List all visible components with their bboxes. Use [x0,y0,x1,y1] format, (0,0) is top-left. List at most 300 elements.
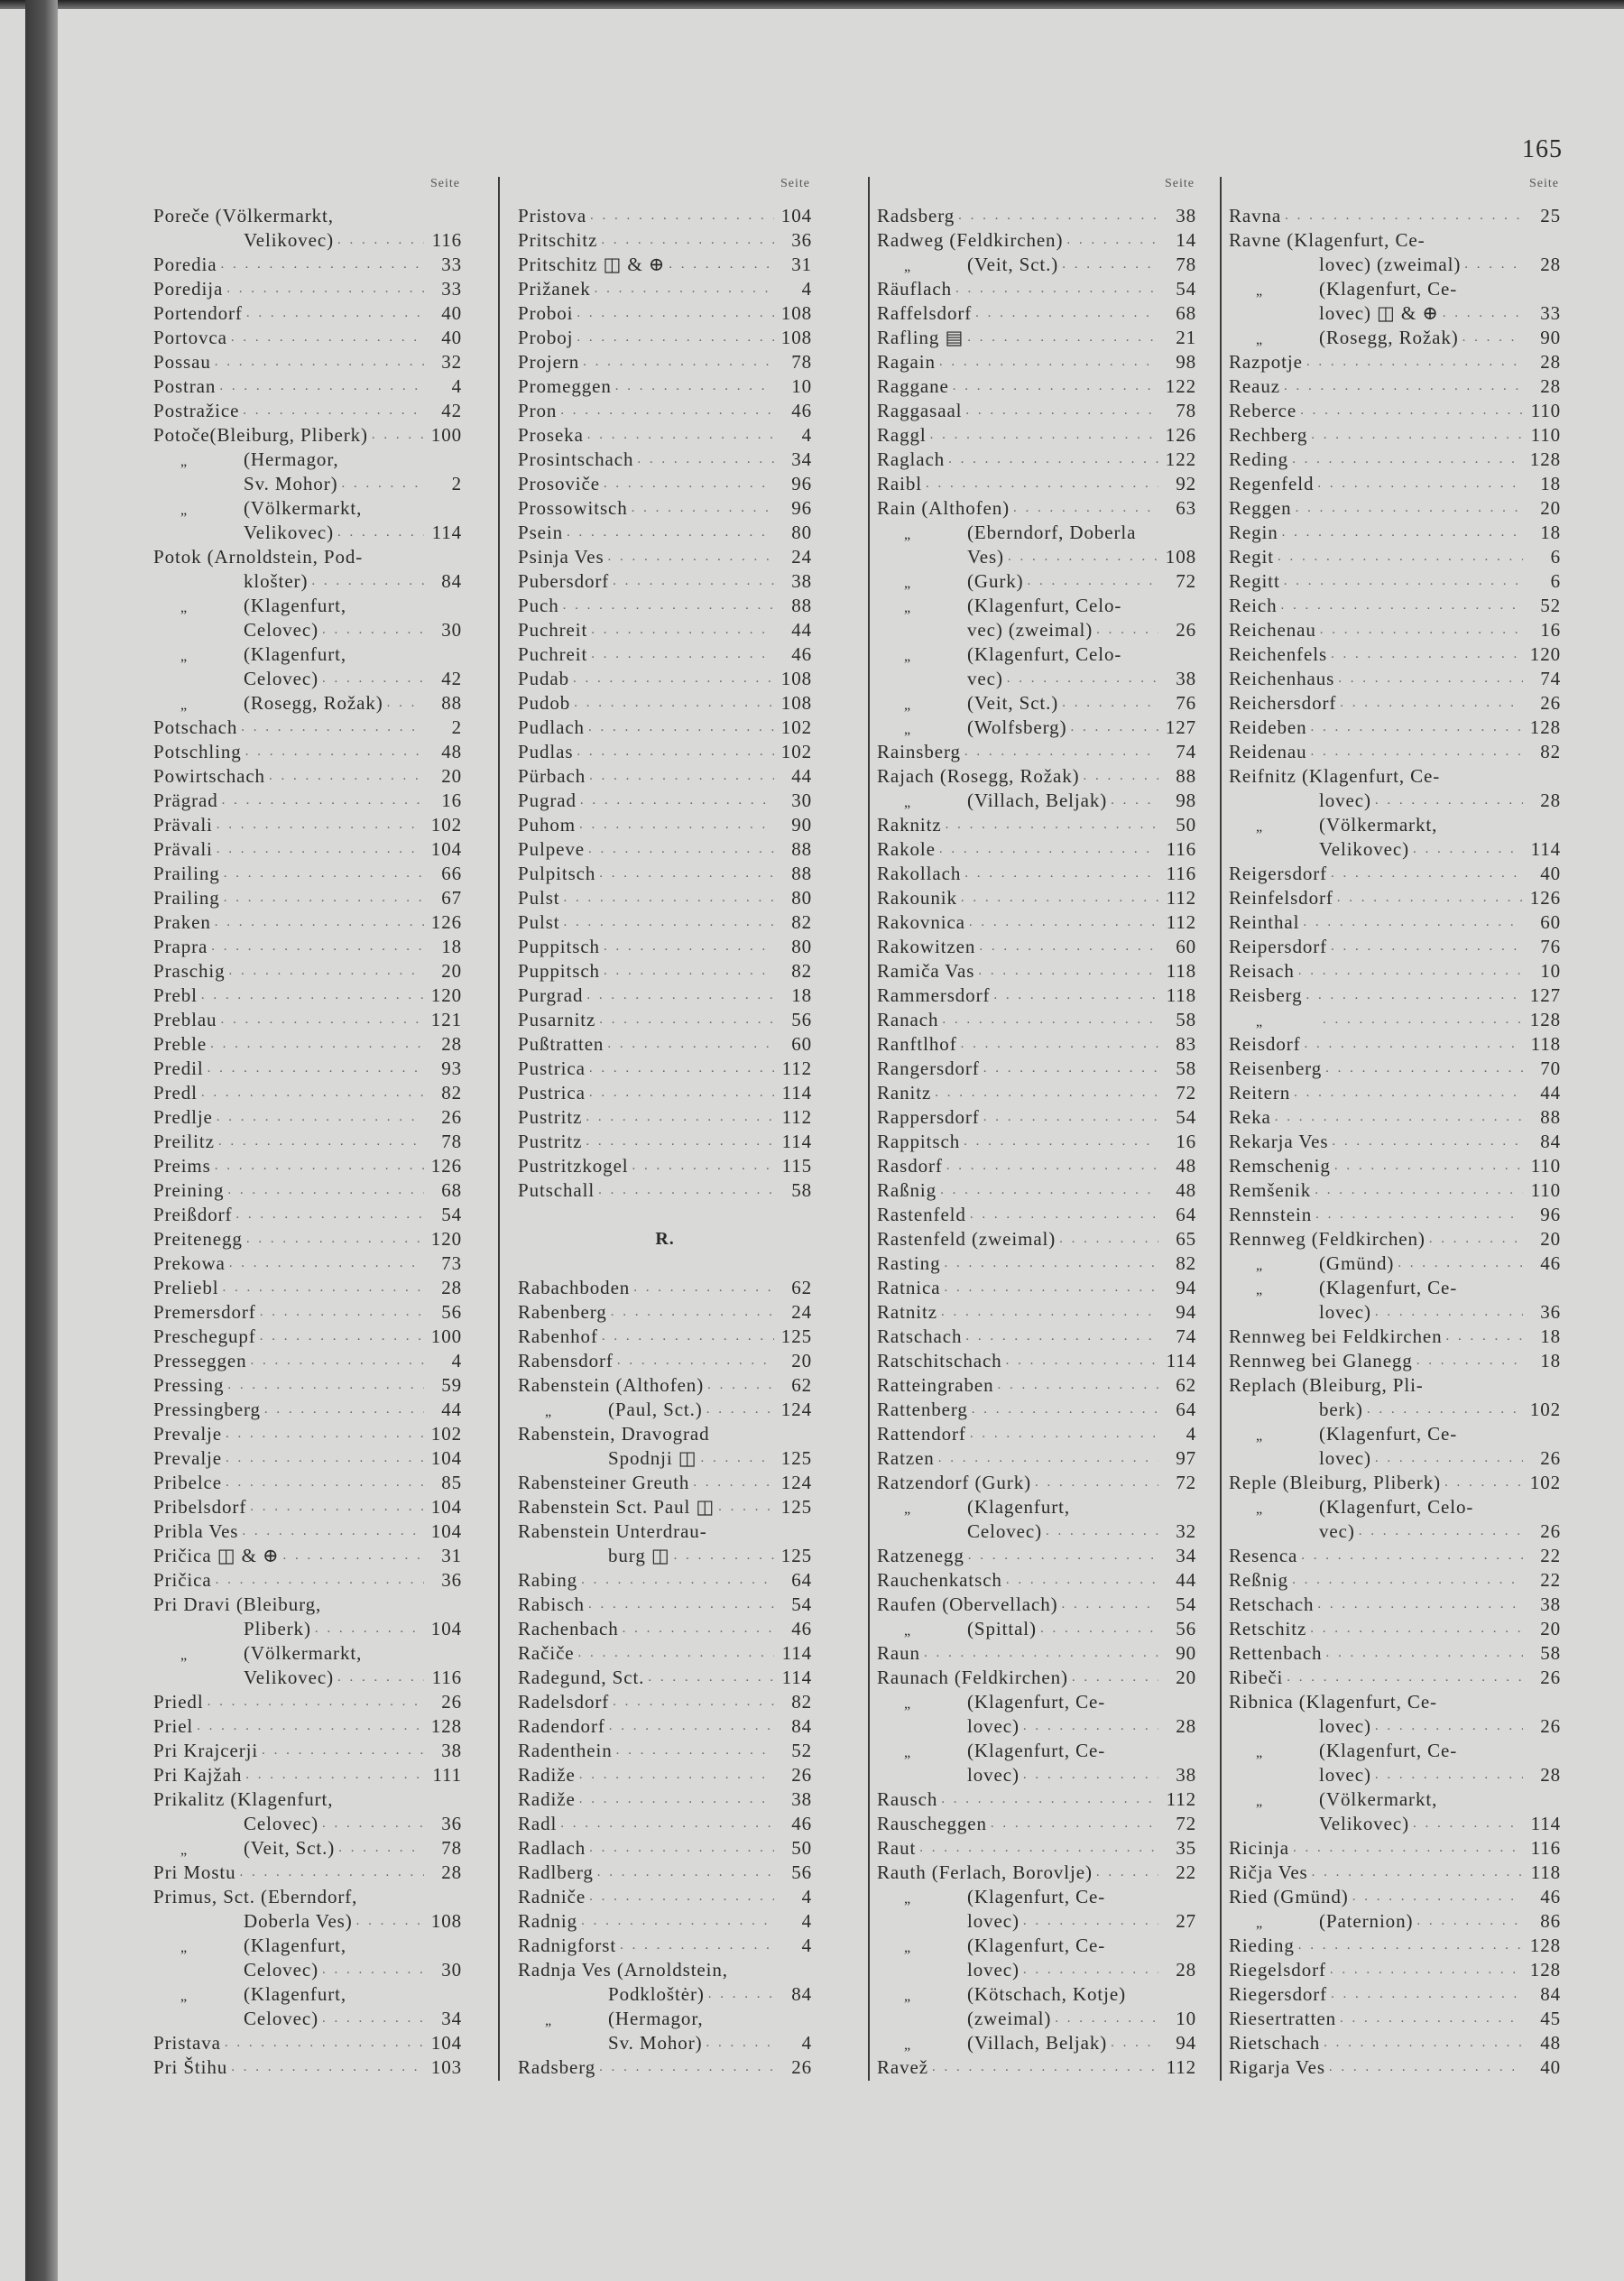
entry-text: Pustritz [518,1106,583,1128]
index-entry [877,253,1196,277]
entry-name [1229,1787,1437,1812]
dot-leader [208,935,424,959]
page-reference: 78 [791,351,812,373]
index-entry [877,886,1196,910]
page-reference: 74 [1176,1325,1196,1347]
page-reference: 26 [1540,1520,1561,1542]
dot-leader [318,1812,424,1836]
index-entry [1229,1349,1561,1373]
entry-name [518,716,585,740]
entry-text: (Spittal) [967,1618,1037,1639]
dot-leader [600,935,774,959]
entry-name [153,1593,321,1617]
entry-text: Celovec) [244,619,318,641]
entry-text: Rattendorf [877,1423,966,1445]
index-entry [153,326,462,350]
index-entry [518,1885,812,1909]
dot-leader [579,350,774,374]
entry-text: Prosintschach [518,448,634,470]
blank-row [518,1203,812,1227]
dot-leader [265,764,424,789]
page-reference: 46 [791,400,812,421]
page-reference: 20 [1540,497,1561,519]
dot-leader [1328,1130,1523,1154]
page-reference: 108 [780,692,812,714]
index-entry [877,228,1196,253]
entry-name [518,1714,605,1739]
entry-name [877,423,927,448]
index-entry [877,423,1196,448]
entry-name [518,350,579,374]
entry-text: Pugrad [518,790,577,811]
entry-name [1229,521,1278,545]
entry-name [1229,667,1334,691]
page-reference: 98 [1176,351,1196,373]
entry-text: Rabenstein (Althofen) [518,1374,705,1396]
entry-name [153,1349,246,1373]
entry-name [1229,837,1409,862]
ditto-mark: „ [180,600,189,615]
dot-leader [236,1861,424,1885]
entry-name [877,1787,937,1812]
entry-text: Radelsdorf [518,1691,610,1713]
entry-text: Ratzendorf (Gurk) [877,1472,1031,1493]
index-entry [153,1617,462,1641]
entry-name [153,1787,333,1812]
entry-name [518,594,559,618]
dot-leader [595,862,774,886]
entry-name [153,326,227,350]
entry-text: Pressingberg [153,1399,261,1420]
index-entry [877,399,1196,423]
entry-text: Pritschitz [518,229,598,251]
entry-text: Prižanek [518,278,591,300]
index-entry [518,789,812,813]
entry-text: Rammersdorf [877,984,991,1006]
entry-name [877,764,1080,789]
entry-text: Rajach (Rosegg, Rožak) [877,765,1080,787]
entry-name [518,984,583,1008]
index-entry [1229,1885,1561,1909]
dot-leader [1068,1666,1158,1690]
page-reference: 82 [791,1691,812,1713]
dot-leader [1288,448,1523,472]
dot-leader [1063,228,1158,253]
entry-text: (Klagenfurt, Ce- [967,1886,1106,1907]
entry-text: (Klagenfurt, Ce- [1319,1277,1458,1298]
page-reference: 31 [791,254,812,275]
index-entry [1229,1105,1561,1130]
index-entry [877,764,1196,789]
dot-leader [220,862,424,886]
dot-leader [1058,253,1158,277]
page-reference: 84 [1540,1131,1561,1152]
entry-name [877,1690,1105,1714]
entry-text: Pri Mostu [153,1861,236,1883]
page-reference: 2 [451,716,462,738]
index-entry [877,1471,1196,1495]
entry-text: Preblau [153,1009,217,1030]
entry-name [518,1934,616,1958]
index-entry [877,1861,1196,1885]
entry-text: Rastenfeld (zweimal) [877,1228,1057,1250]
entry-name [153,1178,224,1203]
entry-text: Regitt [1229,570,1280,592]
page-reference: 126 [1529,887,1561,909]
entry-text: lovec) [967,1959,1020,1981]
index-entry [1229,545,1561,569]
entry-text: Potok (Arnoldstein, Pod- [153,546,364,568]
index-entry [877,691,1196,716]
entry-name [518,813,576,837]
dot-leader [334,521,424,545]
entry-name [1229,2007,1336,2031]
index-entry [518,1373,812,1398]
page-reference: 44 [441,1399,462,1420]
page-reference: 104 [780,205,812,226]
ditto-mark: „ [904,1696,912,1712]
index-entry [153,1836,462,1861]
index-entry [877,350,1196,374]
page-reference: 60 [1540,911,1561,933]
dot-leader [1307,740,1523,764]
entry-text: Radsberg [518,2056,596,2078]
dot-leader [968,1398,1158,1422]
page-reference: 4 [801,278,812,300]
entry-text: Rabenstein, Dravograd [518,1423,710,1445]
index-entry [1229,1958,1561,1982]
page-reference: 121 [430,1009,462,1030]
index-entry [877,545,1196,569]
entry-name [518,740,573,764]
ditto-mark: „ [1256,1258,1264,1273]
entry-text: Ričja Ves [1229,1861,1308,1883]
page-reference: 14 [1176,229,1196,251]
page-reference: 102 [1529,1399,1561,1420]
page-reference: 102 [780,716,812,738]
dot-leader [587,618,774,642]
entry-text: burg ◫ [608,1545,670,1566]
dot-leader [224,1178,424,1203]
entry-text: (Völkermarkt, [244,1642,363,1664]
ditto-mark: „ [180,454,189,469]
dot-leader [1066,716,1158,740]
entry-name [153,1422,222,1446]
entry-text: Portendorf [153,302,243,324]
entry-text: Rastenfeld [877,1204,966,1225]
dot-leader [697,1446,774,1471]
index-entry [877,984,1196,1008]
entry-text: (Villach, Beljak) [967,2032,1108,2054]
entry-name [877,2007,1051,2031]
entry-text: Preißdorf [153,1204,233,1225]
dot-leader [582,1105,774,1130]
dot-leader [966,1203,1158,1227]
entry-text: Pürbach [518,765,586,787]
index-entry [1229,521,1561,545]
entry-name [1229,1446,1371,1471]
page-reference: 104 [430,838,462,860]
entry-text: Psinja Ves [518,546,604,568]
page-reference: 58 [791,1179,812,1201]
index-entry [153,1422,462,1446]
dot-leader [217,1008,424,1032]
entry-name [877,1398,968,1422]
entry-name [877,691,1058,716]
dot-leader [560,910,774,935]
ditto-mark: „ [545,2013,553,2028]
page-reference: 111 [432,1764,462,1786]
entry-text: (Klagenfurt, Ce- [967,1935,1106,1956]
entry-name [153,423,368,448]
entry-text: Celovec) [967,1520,1042,1542]
index-entry [518,886,812,910]
dot-leader [1031,1471,1158,1495]
index-entry [518,1787,812,1812]
page-reference: 102 [430,814,462,836]
page-reference: 28 [1540,351,1561,373]
entry-name [518,277,591,301]
entry-name [153,1617,311,1641]
index-entry [1229,1203,1561,1227]
index-entry [518,1325,812,1349]
entry-text: Ranftlhof [877,1033,957,1055]
dot-leader [223,277,424,301]
entry-name [518,1130,582,1154]
entry-text: (Klagenfurt, Celo- [1319,1496,1474,1518]
entry-text: Pustrica [518,1057,586,1079]
index-entry [518,1714,812,1739]
entry-text: Doberla Ves) [244,1910,353,1932]
entry-name [1229,740,1307,764]
entry-name [877,667,1003,691]
dot-leader [1020,1714,1158,1739]
index-entry [1229,253,1561,277]
dot-leader [557,1812,774,1836]
dot-leader [612,374,774,399]
entry-text: Raknitz [877,814,942,836]
dot-leader [1314,1593,1523,1617]
index-entry [153,1446,462,1471]
entry-text: Prevalje [153,1447,223,1469]
index-entry [518,2031,812,2055]
index-entry [877,301,1196,326]
index-entry [1229,1836,1561,1861]
index-entry [877,496,1196,521]
entry-text: Poreče (Völkermarkt, [153,205,334,226]
page-reference: 42 [441,400,462,421]
entry-text: Raggl [877,424,927,446]
entry-text: Prägrad [153,790,218,811]
index-entry [153,1934,462,1958]
index-entry [877,642,1196,667]
entry-text: (Eberndorf, Doberla [967,522,1137,543]
index-entry [153,740,462,764]
entry-name [1229,228,1425,253]
entry-name [518,1495,715,1519]
entry-text: Priedl [153,1691,204,1713]
dot-leader [1320,2031,1523,2055]
entry-name [1229,1714,1371,1739]
index-entry [518,1446,812,1471]
dot-leader [557,399,774,423]
index-entry [1229,326,1561,350]
entry-name [1229,1909,1413,1934]
index-entry [877,1373,1196,1398]
page-reference: 66 [441,863,462,884]
page-reference: 125 [780,1496,812,1518]
entry-name [877,1495,1070,1519]
entry-name [877,1982,1126,2007]
index-entry [877,1714,1196,1739]
index-entry [153,862,462,886]
index-entry [518,1519,812,1544]
entry-text: Ratzen [877,1447,935,1469]
entry-text: Raglach [877,448,946,470]
dot-leader [207,1032,424,1057]
entry-name [877,1714,1020,1739]
entry-name [877,1519,1042,1544]
index-entry [1229,2007,1561,2031]
index-entry [1229,1130,1561,1154]
dot-leader [204,1690,424,1714]
page-reference: 18 [1540,1350,1561,1371]
page-reference: 82 [791,911,812,933]
entry-text: Pristova [518,205,587,226]
page-reference: 76 [1540,936,1561,957]
page-reference: 44 [791,619,812,641]
entry-text: Pudlas [518,741,574,762]
page-reference: 114 [1530,1813,1561,1834]
page-reference: 122 [1165,375,1196,397]
page-reference: 98 [1176,790,1196,811]
entry-name [153,1763,242,1787]
index-entry [518,1495,812,1519]
dot-leader [318,667,424,691]
page-reference: 114 [1166,1350,1196,1371]
index-entry [877,1812,1196,1836]
page-reference: 63 [1176,497,1196,519]
entry-text: Velikovec) [1319,838,1409,860]
ditto-mark: „ [545,1404,553,1419]
page-reference: 4 [801,1910,812,1932]
entry-name [153,1641,362,1666]
entry-text: Rauscheggen [877,1813,987,1834]
index-entry [518,667,812,691]
page-reference: 112 [781,1106,812,1128]
index-entry [1229,204,1561,228]
index-entry [1229,1057,1561,1081]
index-entry [153,1763,462,1787]
entry-text: (Kötschach, Kotje) [967,1983,1126,2005]
entry-text: Rennstein [1229,1204,1313,1225]
entry-text: Sv. Mohor) [608,2032,703,2054]
dot-leader [1303,350,1523,374]
entry-name [518,837,585,862]
entry-name [153,1057,204,1081]
index-entry [153,1105,462,1130]
entry-name [877,1568,1002,1593]
index-entry [518,2055,812,2080]
page-reference: 46 [1540,1886,1561,1907]
entry-text: Pressing [153,1374,225,1396]
dot-leader [213,813,424,837]
index-entry [877,1227,1196,1251]
entry-name [877,1032,957,1057]
index-entry [518,1934,812,1958]
entry-text: Prosoviče [518,473,600,494]
entry-text: Pußtratten [518,1033,604,1055]
dot-leader [987,1812,1158,1836]
entry-text: Regenfeld [1229,473,1315,494]
page-reference: 115 [781,1155,812,1177]
entry-text: (Klagenfurt, Celo- [967,595,1122,616]
entry-name [518,1422,710,1446]
ditto-mark: „ [904,1989,912,2004]
ditto-mark: „ [904,576,912,591]
page-reference: 25 [1540,205,1561,226]
dot-leader [1301,1032,1523,1057]
index-entry [877,862,1196,886]
entry-name [153,1544,280,1568]
dot-leader [256,1300,424,1325]
index-entry [518,813,812,837]
entry-text: Pustritzkogel [518,1155,629,1177]
entry-text: Riegersdorf [1229,1983,1328,2005]
entry-text: Reichenau [1229,619,1316,641]
entry-text: lovec) [1319,790,1371,811]
page-reference: 38 [1176,205,1196,226]
entry-name [518,1739,613,1763]
dot-leader [1308,1861,1523,1885]
page-reference: 38 [1540,1593,1561,1615]
dot-leader [1322,1641,1523,1666]
entry-text: Radlach [518,1837,586,1859]
index-entry [877,1958,1196,1982]
page-reference: 125 [780,1545,812,1566]
dot-leader [1093,1861,1158,1885]
page-reference: 62 [791,1374,812,1396]
entry-name [877,1008,938,1032]
dot-leader [1334,667,1523,691]
page-reference: 72 [1176,570,1196,592]
page-reference: 30 [441,1959,462,1981]
dot-leader [1409,1812,1523,1836]
entry-name [153,959,226,984]
entry-text: Rieding [1229,1935,1295,1956]
entry-name [1229,1373,1424,1398]
index-entry [877,1398,1196,1422]
page-reference: 104 [430,1447,462,1469]
page-reference: 80 [791,887,812,909]
index-entry [518,1666,812,1690]
entry-name [877,204,955,228]
entry-name [1229,399,1296,423]
entry-name [153,1958,318,1982]
dot-leader [938,1008,1158,1032]
entry-name [518,789,577,813]
index-entry [877,277,1196,301]
entry-text: Radenthein [518,1740,613,1761]
page-reference: 102 [430,1423,462,1445]
index-entry [153,1909,462,1934]
dot-leader [1004,545,1158,569]
entry-text: lovec) [967,1764,1020,1786]
page-reference: 38 [441,1740,462,1761]
dot-leader [605,1714,774,1739]
dot-leader [1355,1519,1523,1544]
index-entry [153,1982,462,2007]
